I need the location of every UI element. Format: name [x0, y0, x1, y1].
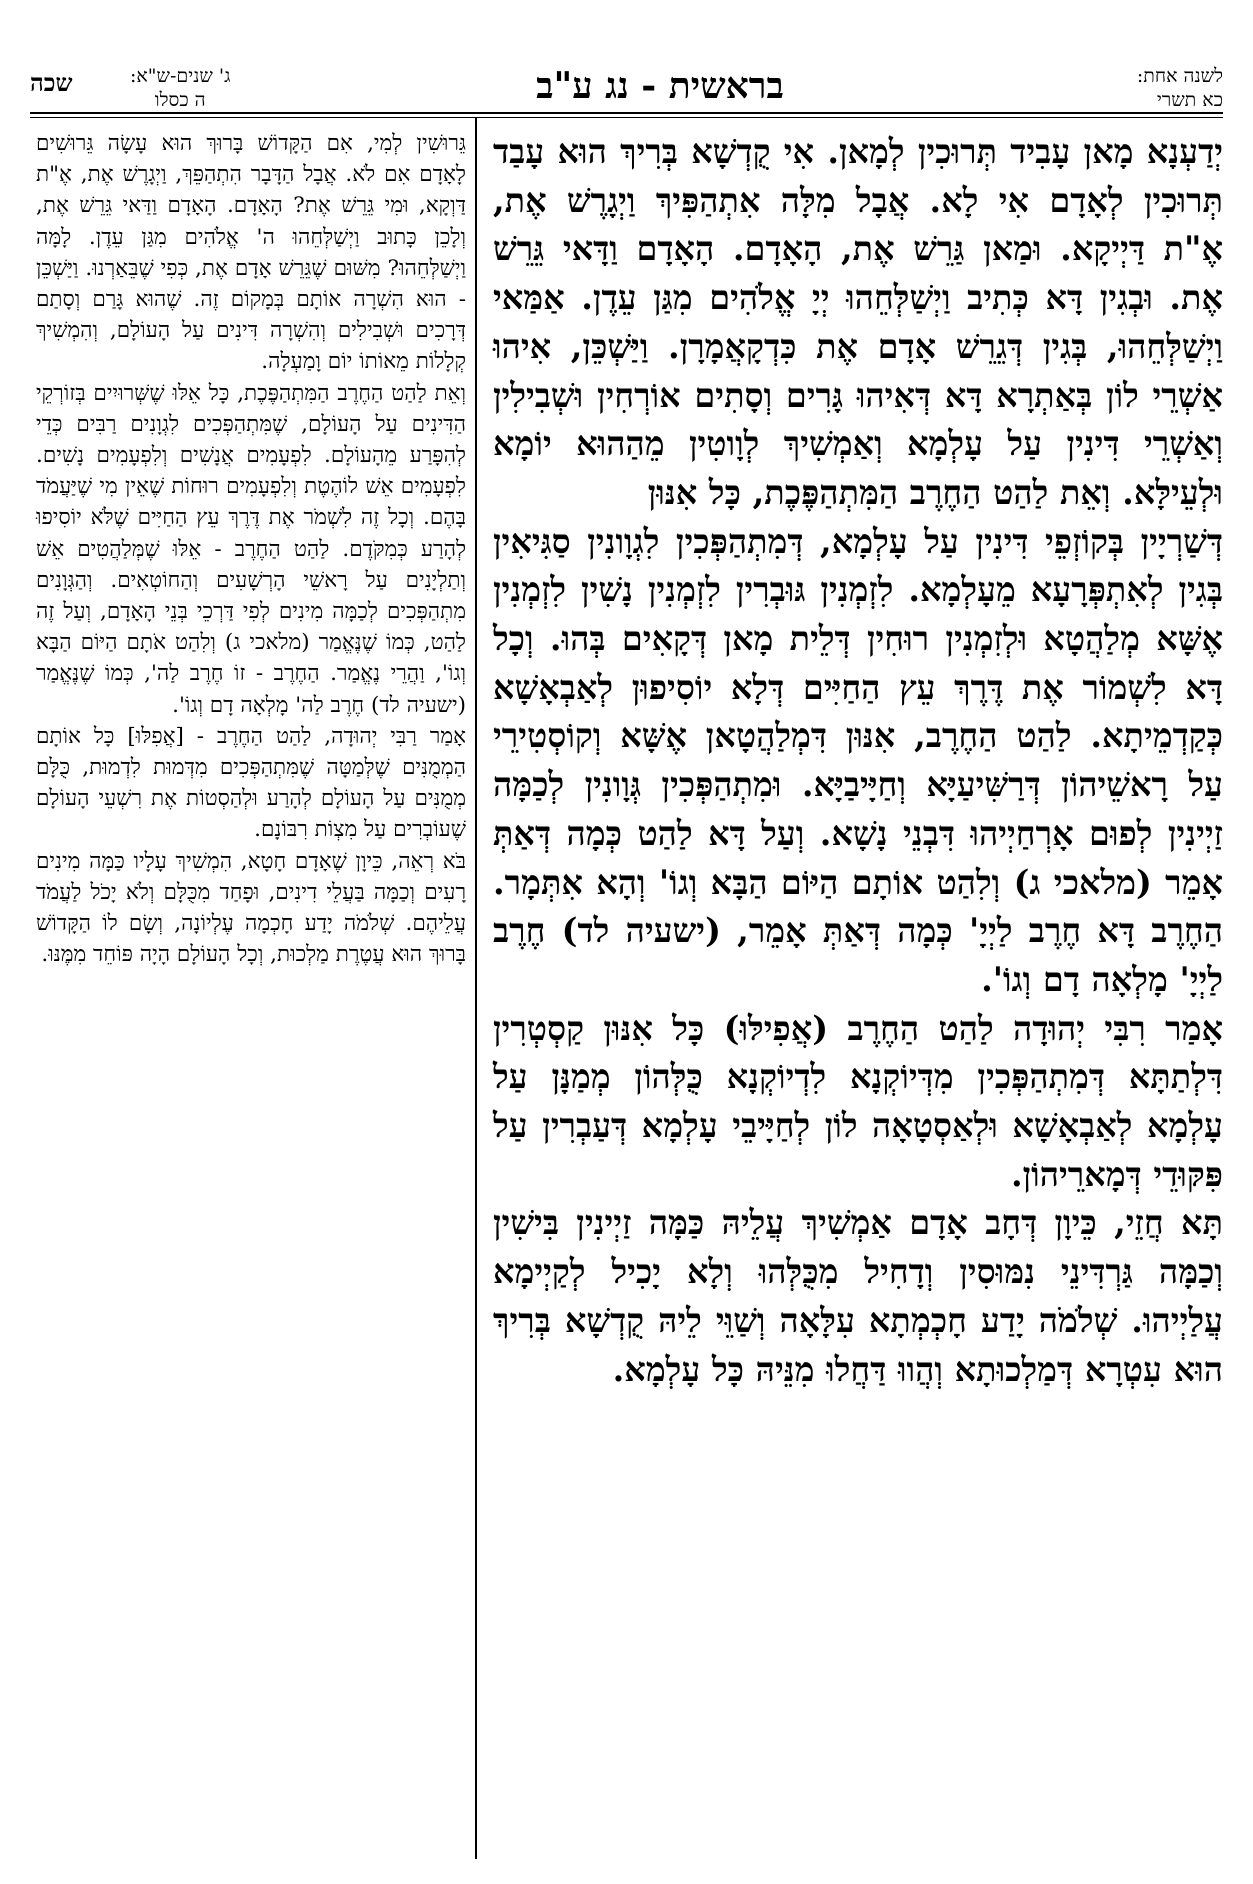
page-title: בראשית - נג ע"ב: [536, 65, 784, 107]
page-number: שכה: [30, 68, 73, 97]
main-paragraph: אָמַר רִבִּי יְהוּדָה לַהַט הַחֶרֶב (אֲפִילּוּ) כָּל אִנּוּן קַסְטְרִין דִּלְתַתָּא דְּמִתְהַפְּכִין מִדְּיוֹקְנָא לִדְיוֹקְנָא כֻּלְּהוֹן מְמַנָּן עַל עָלְמָא לְאַבְאָשָׁא וּלְאַסְטָאָה לוֹן לְחַיָּיבֵי עָלְמָא דְּעַבְרִין עַל פִּקּוּדֵי דְּמָארֵיהוֹן.: [493, 1008, 1223, 1194]
header-rule: [30, 112, 1223, 114]
daily-schedule-one-year: [1137, 64, 1223, 112]
main-paragraph: דְּשַׁרְיָין בְּקוֹזְפֵי דִּינִין עַל עָלְמָא, דְּמִתְהַפְּכִין לִגְוָונִין סַגִּיאִין בְּגִין לְאִתְפְּרָעָא מֵעָלְמָא. לִזְמְנִין גּוּבְרִין לִזְמְנִין נָשִׁין לִזְמְנִין אֶשָּׁא מְלַהֲטָא וּלְזִמְנִין רוּחִין דְּלֵית מָאן דְּקָאִים בְּהוּ. וְכָל דָּא לִשְׁמוֹר אֶת דֶּרֶךְ עֵץ הַחַיִּים דְּלָא יוֹסִיפוּן לְאַבְאָשָׁא כְּקַדְמֵיתָא. לַהַט הַחֶרֶב, אִנּוּן דִּמְלַהֲטָאן אֶשָּׁא וְקוֹסְטִירֵי עַל רָאשֵׁיהוֹן דְּרַשִּׁיעַיָּא וְחַיָּיבַיָּא. וּמִתְהַפְּכִין גְּוָונִין לְכַמָּה זַיְינִין לְפוּם אָרְחַיְיהוּ דִּבְנֵי נָשָׁא. וְעַל דָּא לַהַט כְּמָה דְּאַתְּ אָמֵר (מלאכי ג) וְלִהַט אוֹתָם הַיּוֹם הַבָּא וְגוֹ' וְהָא אִתְּמָר. הַחֶרֶב דָּא חֶרֶב לַיְיָ' כְּמָה דְּאַתְּ אָמֵר, (ישעיה לד) חֶרֶב לַיְיָ' מָלְאָה דָם וְגוֹ'.: [493, 521, 1223, 999]
side-paragraph: גֵּרוּשִׁין לְמִי, אִם הַקָּדוֹשׁ בָּרוּךְ הוּא עָשָׂה גֵּרוּשִׁים לָאָדָם אִם לֹא. אֲבָל הַדָּבָר הִתְהַפֵּךְ, וַיְגָרֶשׁ אֶת, אֶ"ת דַּוְקָא, וּמִי גֵּרֵשׁ אֶת? הָאָדָם. הָאָדָם וַדַּאי גֵּרֵשׁ אֶת, וְלָכֵן כָּתוּב וַיְשַׁלְּחֵהוּ ה' אֱלֹהִים מִגַּן עֵדֶן. לָמָּה וַיְשַׁלְּחֵהוּ? מִשּׁוּם שֶׁגֵּרֵשׁ אָדָם אֶת, כְּפִי שֶׁבֵּאַרְנוּ. וַיַּשְׁכֵּן - הוּא הִשְׁרָה אוֹתָם בְּמָקוֹם זֶה. שֶׁהוּא גָּרַם וְסָתַם דְּרָכִים וּשְׁבִילִים וְהִשְׁרָה דִּינִים עַל הָעוֹלָם, וְהִמְשִׁיךְ קְלָלוֹת מֵאוֹתוֹ יוֹם וָמַעְלָה.: [36, 131, 466, 375]
main-paragraph: תָּא חֲזֵי, כֵּיוָן דְּחָב אָדָם אַמְשִׁיךְ עֲלֵיהּ כַּמָּה זַיְינִין בִּישִׁין וְכַמָּה גַּרְדִּינֵי נִמּוּסִין וְדָחִיל מִכֻּלְּהוּ וְלָא יָכִיל לְקַיְימָא עֲלַיְיהוּ. שְׁלֹמֹה יָדַע חָכְמְתָא עִלָּאָה וְשַׁוֵּי לֵיהּ קֻדְשָׁא בְּרִיךְ הוּא עִטְרָא דְּמַלְכוּתָא וְהֲווּ דַּחֲלוּ מִנֵּיהּ כָּל עָלְמָא.: [493, 1203, 1223, 1389]
column-divider: [475, 117, 477, 1859]
main-paragraph: יְדַעְנָא מָאן עָבִיד תְּרוּכִין לְמָאן. אִי קֻדְשָׁא בְּרִיךְ הוּא עָבַד תְּרוּכִין לְאָדָם אִי לָא. אֲבָל מִלָּה אִתְהַפִּיךְ וַיְגָרֶשׁ אֶת, אֶ"ת דַּיְיקָא. וּמַאן גַּרֵשׁ אֶת, הָאָדָם. הָאָדָם וַדָּאי גֵּרֵשׁ אֶת. וּבְגִין דָּא כְּתִיב וַיְשַׁלְּחֵהוּ יְיָ אֱלֹהִים מִגַּן עֵדֶן. אַמַּאי וַיְשַׁלְּחֵהוּ, בְּגִין דְּגֵרֵשׁ אָדָם אֶת כִּדְקָאֲמָרָן. וַיַּשְׁכֵּן, אִיהוּ אַשְׁרֵי לוֹן בְּאַתְרָא דָּא דְּאִיהוּ גָּרִים וְסָתִים אוֹרְחִין וּשְׁבִילִין וְאַשְׁרֵי דִּינִין עַל עָלְמָא וְאַמְשִׁיךְ לְוָוטִין מֵהַהוּא יוֹמָא וּלְעֵילָּא. וְאֵת לַהַט הַחֶרֶב הַמִּתְהַפֶּכֶת, כָּל אִנּוּן: [493, 132, 1223, 512]
side-paragraph: בֹּא רְאֵה, כֵּיוָן שֶׁאָדָם חָטָא, הִמְשִׁיךְ עָלָיו כַּמָּה מִינִים רָעִים וְכַמָּה בַּעֲלֵי דִינִים, וּפָחַד מִכֻּלָּם וְלֹא יָכֹל לַעֲמֹד עֲלֵיהֶם. שְׁלֹמֹה יָדַע חָכְמָה עֶלְיוֹנָה, וְשָׂם לוֹ הַקָּדוֹשׁ בָּרוּךְ הוּא עֲטֶרֶת מַלְכוּת, וְכָל הָעוֹלָם הָיָה פּוֹחֵד מִמֶּנּוּ.: [36, 848, 466, 968]
schedule-one-year-label: לשנה אחת:: [1136, 65, 1223, 87]
side-paragraph: אָמַר רַבִּי יְהוּדָה, לַהַט הַחֶרֶב - [אֲפִלּוּ] כָּל אוֹתָם הַמְמֻנִּים שֶׁלְּמַטָּה שֶׁמִּתְהַפְּכִים מִדְּמוּת לִדְמוּת, כֻּלָּם מְמֻנִּים עַל הָעוֹלָם לְהָרַע וּלְהַסְטוֹת אֶת רִשְׁעֵי הָעוֹלָם שֶׁעוֹבְרִים עַל מִצְוֹת רִבּוֹנָם.: [36, 723, 466, 843]
page-header: [30, 64, 1223, 112]
zohar-aramaic-text: [493, 128, 1223, 1394]
schedule-three-years-date: ה כסלו: [154, 89, 206, 111]
schedule-one-year-date: כא תשרי: [1156, 89, 1223, 111]
side-paragraph: וְאֵת לַהַט הַחֶרֶב הַמִּתְהַפֶּכֶת, כָּל אֵלּוּ שֶׁשְּׁרוּיִים בְּזוֹרְקֵי הַדִּינִים עַל הָעוֹלָם, שֶׁמִּתְהַפְּכִים לִגְוָנִים רַבִּים כְּדֵי לְהִפָּרַע מֵהָעוֹלָם. לִפְעָמִים אֲנָשִׁים וְלִפְעָמִים נָשִׁים. לִפְעָמִים אֵשׁ לוֹהֶטֶת וְלִפְעָמִים רוּחוֹת שֶׁאֵין מִי שֶׁיַּעֲמֹד בָּהֶם. וְכָל זֶה לִשְׁמֹר אֶת דֶּרֶךְ עֵץ הַחַיִּים שֶׁלֹּא יוֹסִיפוּ לְהָרַע כְּמִקֹּדֶם. לַהַט הַחֶרֶב - אֵלּוּ שֶׁמְּלַהֲטִים אֵשׁ וְתַלְיָנִים עַל רָאשֵׁי הָרְשָׁעִים וְהַחוֹטְאִים. וְהַגְּוָנִים מִתְהַפְּכִים לְכַמָּה מִינִים לְפִי דַּרְכֵי בְּנֵי הָאָדָם, וְעַל זֶה לַהַט, כְּמוֹ שֶׁנֶּאֱמַר (מלאכי ג) וְלִהַט אֹתָם הַיּוֹם הַבָּא וְגוֹ', וַהֲרֵי נֶאֱמַר. הַחֶרֶב - זוֹ חֶרֶב לַה', כְּמוֹ שֶׁנֶּאֱמַר (ישעיה לד) חֶרֶב לַה' מָלְאָה דָם וְגוֹ'.: [36, 380, 466, 718]
header-rule-thin: [30, 117, 1223, 118]
daily-schedule-three-years: [130, 64, 230, 112]
hebrew-translation-text: [36, 128, 466, 970]
schedule-three-years-label: ג' שנים-ש"א:: [130, 65, 231, 87]
